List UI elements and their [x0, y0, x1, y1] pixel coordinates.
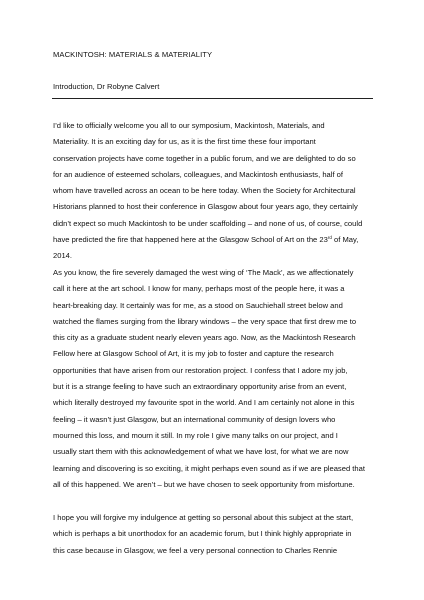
paragraph-line: this case because in Glasgow, we feel a very personal connection to Charles Rennie — [53, 545, 338, 555]
paragraph-line: which literally destroyed my favourite spot in the world. And I am certainly not alone in this — [53, 398, 355, 408]
paragraph-line-with-date — [53, 232, 362, 248]
paragraph-line: all of this happened. We aren’t – but we have chosen to seek opportunity from misfortune. — [53, 479, 355, 489]
paragraph-line: watched the flames surging from the library windows – the very space that first drew me to — [53, 316, 357, 326]
line-text: have predicted the fire that happened here at the Glasgow School of Art on the 23 — [53, 235, 328, 245]
document-title: MACKINTOSH: MATERIALS & MATERIALITY — [53, 50, 213, 59]
paragraph-line: which is perhaps a bit unorthodox for an academic forum, but I think highly appropriate in — [53, 529, 352, 539]
paragraph-line: I hope you will forgive my indulgence at getting so personal about this subject at the start, — [53, 513, 354, 522]
paragraph-indulgence — [53, 510, 353, 559]
paragraph-line: Materiality. It is an exciting day for us, as it is the first time these four important — [53, 137, 316, 147]
paragraph-line: didn’t expect so much Mackintosh to be under scaffolding – and none of us, of course, could — [53, 218, 363, 228]
paragraph-welcome — [53, 118, 362, 265]
paragraph-line: call it here at the art school. I know for many, perhaps most of the people here, it was a — [53, 284, 345, 294]
paragraph-line: 2014. — [53, 251, 73, 261]
paragraph-line: for an audience of esteemed scholars, colleagues, and Mackintosh enthusiasts, half of — [53, 169, 344, 179]
paragraph-line: learning and discovering is so exciting, it might perhaps even sound as if we are pleased that — [53, 463, 365, 473]
paragraph-line: but it is a strange feeling to have such an extraordinary opportunity arise from an event, — [53, 382, 347, 392]
date-ordinal-superscript: rd — [327, 235, 332, 241]
paragraph-line: this city as a graduate student nearly eleven years ago. Now, as the Mackintosh Research — [53, 333, 356, 343]
paragraph-line: I’d like to officially welcome you all to our symposium, Mackintosh, Materials, and — [53, 121, 325, 130]
paragraph-line: Fellow here at Glasgow School of Art, it is my job to foster and capture the research — [53, 349, 334, 359]
paragraph-line: opportunities that have arisen from our restoration project. I confess that I adore my job, — [53, 365, 348, 375]
paragraph-fire — [53, 265, 365, 493]
paragraph-line: heart-breaking day. It certainly was for me, as a stood on Sauchiehall street below and — [53, 300, 343, 310]
paragraph-line: whom have travelled across an ocean to be here today. When the Society for Architectural — [53, 186, 356, 196]
paragraph-line: mourned this loss, and mourn it still. In my role I give many talks on our project, and I — [53, 430, 338, 440]
title-divider — [52, 98, 373, 99]
line-tail: of May, — [331, 235, 359, 245]
paragraph-line: As you know, the fire severely damaged the west wing of ‘The Mack’, as we affectionately — [53, 268, 354, 277]
paragraph-line: conservation projects have come together in a public forum, and we are delighted to do so — [53, 153, 356, 163]
document-subtitle: Introduction, Dr Robyne Calvert — [53, 82, 160, 91]
paragraph-line: usually start them with this acknowledgement of what we have lost, for what we are now — [53, 447, 349, 457]
paragraph-line: Historians planned to host their conference in Glasgow about four years ago, they certainly — [53, 202, 358, 212]
paragraph-line: feeling – it wasn’t just Glasgow, but an international community of design lovers who — [53, 414, 336, 424]
